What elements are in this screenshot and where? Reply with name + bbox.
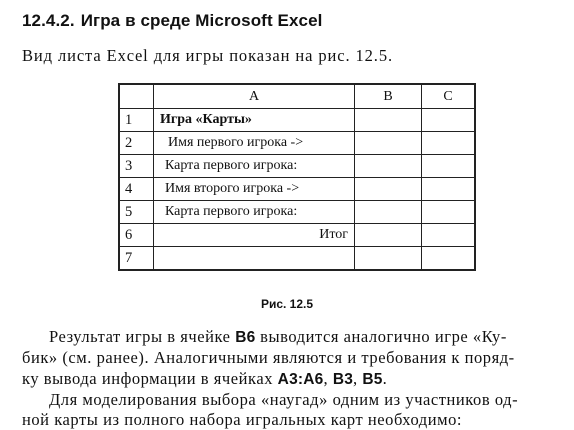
sheet-row-3 [119,155,475,178]
sheet-row-6 [119,224,475,247]
paragraph-1-line-2: бик» (см. ранее). Аналогичными являются и требования к поряд- [22,348,515,367]
row-number: 4 [119,178,154,201]
row-number: 6 [119,224,154,247]
cell-ref: А3:А6 [277,371,324,388]
text-fragment: выводится аналогично игре «Ку- [255,327,507,346]
column-header-a: A [154,84,355,109]
text-fragment: ку вывода информации в ячейках [22,369,278,388]
text-fragment: Результат игры в ячейке [49,327,236,346]
cell-a3: Карта первого игрока: [154,155,355,178]
text-fragment: , [323,369,333,388]
column-header-b: B [355,84,422,109]
cell-c6 [422,224,476,247]
text-fragment: . [382,369,388,388]
row-number: 3 [119,155,154,178]
cell-b6 [355,224,422,247]
paragraph-2-line-1: Для моделирования выбора «наугад» одним из участников од- [49,390,519,409]
cell-a2: Имя первого игрока -> [154,132,355,155]
cell-c7 [422,247,476,271]
cell-c5 [422,201,476,224]
sheet-row-1 [119,109,475,132]
sheet-row-4 [119,178,475,201]
section-number: 12.4.2. [22,11,75,30]
section-heading [22,11,322,31]
sheet-row-5 [119,201,475,224]
intro-text: Вид листа Excel для игры показан на рис. 12.5. [22,46,393,65]
corner-cell [119,84,154,109]
cell-c1 [422,109,476,132]
row-number: 5 [119,201,154,224]
cell-b2 [355,132,422,155]
cell-ref: B6 [235,329,256,346]
excel-sheet-figure [118,83,476,271]
figure-caption: Рис. 12.5 [260,297,314,311]
sheet-row-7 [119,247,475,271]
paragraph-1-line-1 [22,327,507,347]
paragraph-2-line-2: ной карты из полного набора игральных карт необходимо: [22,410,463,429]
column-header-row [119,84,475,109]
cell-ref: В5 [362,371,383,388]
cell-b4 [355,178,422,201]
cell-a4: Имя второго игрока -> [154,178,355,201]
text-fragment: , [353,369,363,388]
cell-b7 [355,247,422,271]
cell-a7 [154,247,355,271]
section-title: Игра в среде Microsoft Excel [80,11,323,30]
cell-a6: Итог [154,224,355,247]
cell-ref: В3 [332,371,354,388]
cell-a5: Карта первого игрока: [154,201,355,224]
row-number: 7 [119,247,154,271]
row-number: 2 [119,132,154,155]
cell-c3 [422,155,476,178]
column-header-c: C [422,84,476,109]
sheet-row-2 [119,132,475,155]
cell-b5 [355,201,422,224]
cell-b3 [355,155,422,178]
cell-b1 [355,109,422,132]
paragraph-1-line-3 [22,369,387,389]
row-number: 1 [119,109,154,132]
cell-c2 [422,132,476,155]
cell-c4 [422,178,476,201]
cell-a1: Игра «Карты» [154,109,355,132]
